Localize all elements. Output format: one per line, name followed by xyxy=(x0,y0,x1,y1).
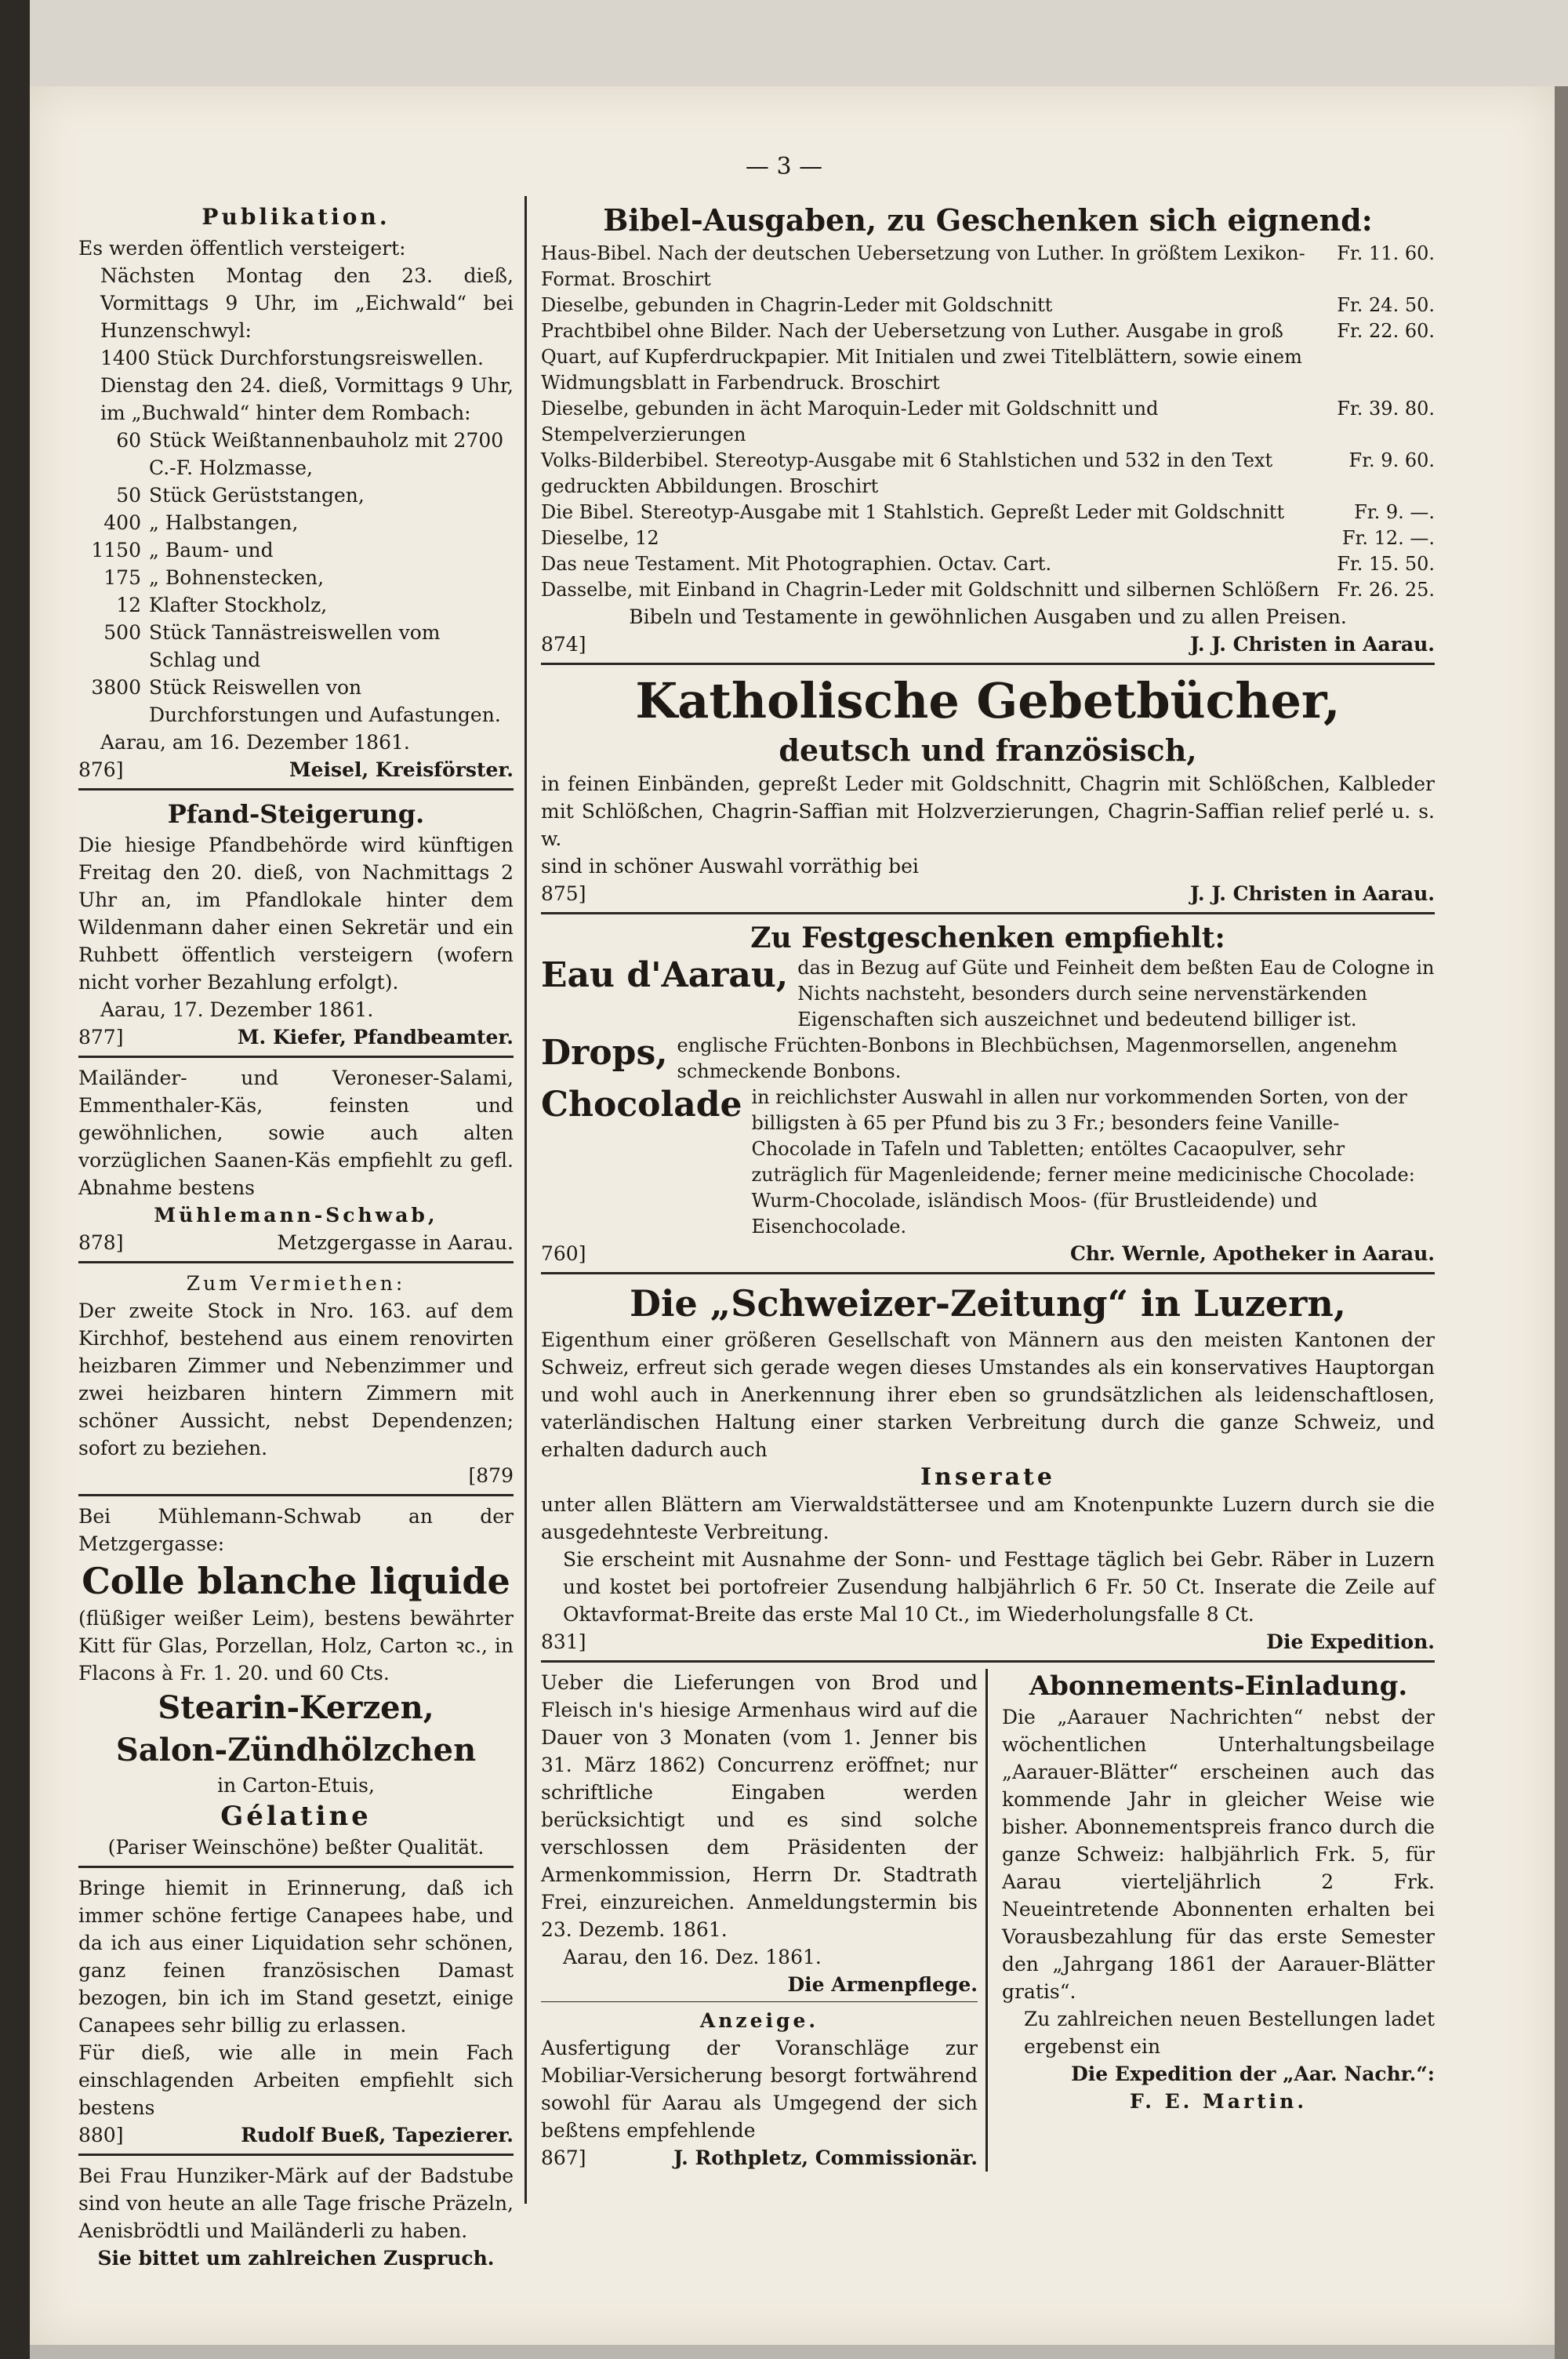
divider xyxy=(78,1261,514,1263)
ad-bibel xyxy=(541,200,1435,658)
drops-entry: Drops, englische Früchten-Bonbons in Blechbüchsen, Magenmorsellen, angenehm schmeckende Bonbons. xyxy=(541,1033,1398,1082)
salami-address-line: 878] Metzgergasse in Aarau. xyxy=(78,1231,514,1254)
left-column xyxy=(78,200,514,2270)
divider xyxy=(78,788,514,791)
bibel-row: Dieselbe, 12 Fr. 12. —. xyxy=(541,527,1435,549)
ad-hunziker xyxy=(78,2162,514,2272)
kath-text-2: sind in schöner Auswahl vorräthig bei xyxy=(541,855,919,878)
armen-sig: Die Armenpflege. xyxy=(787,1973,978,1996)
chocolade-entry: Chocolade in reichlichster Auswahl in allen nur vorkommenden Sorten, von der billigsten à 65 per Pfund bis zu 3 Fr.; besonders feine Vanille-Chocolade in Tafeln und Tabletten; entöltes Cacaopulver, sehr zuträglich für Magenleidende; ferner meine medicinische Chocolade: Wurm-Chocolade, isländisch Moos- (für Brustleidende) und Eisenchocolade. xyxy=(541,1085,1415,1238)
verm-no: [879 xyxy=(468,1464,514,1487)
divider xyxy=(541,912,1435,914)
canapee-text: Bringe hiemit in Erinnerung, daß ich immer schöne fertige Canapees habe, und da ich aus einer Liquidation sehr schönen, ganz feinen französischen Damast bezogen, bin ich im Stand gesetzt, einige Canapees sehr billig zu erlassen. xyxy=(78,1877,514,2037)
verm-text: Der zweite Stock in Nro. 163. auf dem Kirchhof, bestehend aus einem renovirten heizbaren Zimmer und Nebenzimmer und zwei heizbaren hintern Zimmern mit schöner Aussicht, nebst Dependenzen; sofort zu beziehen. xyxy=(78,1299,514,1459)
kath-signature-line: 875] J. J. Christen in Aarau. xyxy=(541,882,1435,905)
fest-title: Zu Festgeschenken empfiehlt: xyxy=(750,921,1225,954)
ad-canapee xyxy=(78,1874,514,2149)
bibel-row: Haus-Bibel. Nach der deutschen Uebersetzung von Luther. In größtem Lexikon-Format. Broschirt Fr. 11. 60. xyxy=(541,242,1435,290)
top-margin xyxy=(30,0,1568,86)
anz-title: Anzeige. xyxy=(699,2009,819,2032)
ad-festgeschenke xyxy=(541,921,1435,1267)
bottom-split xyxy=(541,1669,1435,2172)
ad-colle xyxy=(78,1503,514,1861)
ad-schweizer-zeitung xyxy=(541,1281,1435,1656)
pub-tuesday: Dienstag den 24. dieß, Vormittags 9 Uhr, im „Buchwald“ hinter dem Rombach: xyxy=(100,374,514,424)
colle-lead: Bei Mühlemann-Schwab an der Metzgergasse: xyxy=(78,1505,514,1555)
zeit-text-2: unter allen Blättern am Vierwaldstättersee und am Knotenpunkte Luzern durch sie die ausgedehnteste Verbreitung. xyxy=(541,1493,1435,1543)
bibel-title: Bibel-Ausgaben, zu Geschenken sich eignend: xyxy=(603,202,1373,238)
right-column xyxy=(541,200,1435,2251)
pub-signature-line: 876] Meisel, Kreisförster. xyxy=(78,758,514,781)
abo-text: Die „Aarauer Nachrichten“ nebst der wöchentlichen Unterhaltungsbeilage „Aarauer-Blätter“ erscheinen auch das kommende Jahr in gleicher Weise wie bisher. Abonnementspreis franco durch die ganze Schweiz: halbjährlich Frk. 5, für Aarau vierteljährlich 2 Frk. Neueintretende Abonnenten erhalten bei Vorausbezahlung für das erste Semester den „Jahrgang 1861 der Aarauer-Blätter gratis“. xyxy=(1002,1706,1435,2003)
left-book-margin xyxy=(0,0,30,2359)
pub-item: 175 „ Bohnenstecken, xyxy=(103,566,325,589)
kath-title: Katholische Gebetbücher, xyxy=(635,672,1341,729)
right-page-edge xyxy=(1555,86,1568,2359)
pfand-signature-line: 877] M. Kiefer, Pfandbeamter. xyxy=(78,1026,514,1049)
salami-text: Mailänder- und Veroneser-Salami, Emmenthaler-Käs, feinsten und gewöhnlichen, sowie auch alten vorzüglichen Saanen-Käs empfiehlt zu gefl. Abnahme bestens xyxy=(78,1067,514,1199)
ad-salami xyxy=(78,1064,514,1256)
pub-monday: Nächsten Montag den 23. dieß, Vormittags 9 Uhr, im „Eichwald“ bei Hunzenschwyl: xyxy=(100,264,514,342)
armen-date: Aarau, den 16. Dez. 1861. xyxy=(563,1946,822,1968)
choc-signature-line: 760] Chr. Wernle, Apotheker in Aarau. xyxy=(541,1242,1435,1265)
zeit-title: Die „Schweizer-Zeitung“ in Luzern, xyxy=(630,1282,1346,1325)
pub-date: Aarau, am 16. Dezember 1861. xyxy=(100,731,410,754)
bibel-row: Volks-Bilderbibel. Stereotyp-Ausgabe mit 6 Stahlstichen und 532 in den Text gedruckten Abbildungen. Broschirt Fr. 9. 60. xyxy=(541,449,1435,497)
divider xyxy=(541,2001,978,2002)
pub-item: 3800 Stück Reiswellen von Durchforstungen und Aufastungen. xyxy=(91,676,501,726)
zeit-text-3: Sie erscheint mit Ausnahme der Sonn- und Festtage täglich bei Gebr. Räber in Luzern und kostet bei portofreier Zusendung halbjährlich 6 Fr. 50 Ct. Inserate die Zeile auf Oktavformat-Breite das erste Mal 10 Ct., im Wiederholungsfalle 8 Ct. xyxy=(563,1548,1435,1626)
abo-sig-1: Die Expedition der „Aar. Nachr.“: xyxy=(1071,2063,1435,2085)
colle-text: (flüßiger weißer Leim), bestens bewährter Kitt für Glas, Porzellan, Holz, Carton ꝛc., in Flacons à Fr. 1. 20. und 60 Cts. xyxy=(78,1607,514,1685)
bibel-row: Dieselbe, gebunden in ächt Maroquin-Leder mit Goldschnitt und Stempelverzierungen Fr. 39. 80. xyxy=(541,398,1435,445)
bibel-signature-line: 874] J. J. Christen in Aarau. xyxy=(541,633,1435,656)
bottom-right-ads xyxy=(988,1669,1435,2172)
divider xyxy=(78,1494,514,1496)
carton-text: in Carton-Etuis, xyxy=(217,1774,375,1797)
gelatine-title: Gélatine xyxy=(220,1801,372,1832)
divider xyxy=(78,2154,514,2156)
divider xyxy=(541,1660,1435,1663)
hunz-text: Bei Frau Hunziker-Märk auf der Badstube sind von heute an alle Tage frische Präzeln, Aenisbrödtli und Mailänderli zu haben. xyxy=(78,2165,514,2242)
colle-title: Colle blanche liquide xyxy=(82,1560,510,1602)
salami-sig: Mühlemann-Schwab, xyxy=(154,1204,438,1227)
bibel-row: Das neue Testament. Mit Photographien. Octav. Cart. Fr. 15. 50. xyxy=(541,553,1435,575)
divider xyxy=(541,663,1435,665)
divider xyxy=(541,1272,1435,1274)
kath-text: in feinen Einbänden, gepreßt Leder mit Goldschnitt, Chagrin mit Schlößchen, Kalbleder mit Schlößchen, Chagrin-Saffian mit Holzverzierungen, Chagrin-Saffian relief perlé u. s. w. xyxy=(541,772,1435,850)
canapee-text-2: Für dieß, wie alle in mein Fach einschlagenden Arbeiten empfiehlt sich bestens xyxy=(78,2041,514,2119)
pub-item: 50 Stück Gerüststangen, xyxy=(116,484,365,507)
divider xyxy=(78,1056,514,1058)
bibel-row: Die Bibel. Stereotyp-Ausgabe mit 1 Stahlstich. Gepreßt Leder mit Goldschnitt Fr. 9. —. xyxy=(541,501,1435,523)
abo-title: Abonnements-Einladung. xyxy=(1029,1670,1408,1702)
verm-title: Zum Vermiethen: xyxy=(186,1272,406,1295)
bibel-note: Bibeln und Testamente in gewöhnlichen Ausgaben und zu allen Preisen. xyxy=(629,605,1347,628)
ad-publikation xyxy=(78,200,514,783)
pub-lead: Es werden öffentlich versteigert: xyxy=(78,237,406,260)
bibel-row: Prachtbibel ohne Bilder. Nach der Uebersetzung von Luther. Ausgabe in groß Quart, auf Kupferdruckpapier. Mit Initialen und zwei Titelblättern, sowie einem Widmungsblatt in Farbendruck. Broschirt Fr. 22. 60. xyxy=(541,320,1435,394)
pub-title: Publikation. xyxy=(201,204,390,230)
zeit-signature-line: 831] Die Expedition. xyxy=(541,1630,1435,1653)
pub-item: 60 Stück Weißtannenbauholz mit 2700 C.-F. Holzmasse, xyxy=(116,429,504,479)
pfand-title: Pfand-Steigerung. xyxy=(167,799,425,829)
ad-katholische xyxy=(541,671,1435,907)
zeit-text: Eigenthum einer größeren Gesellschaft von Männern aus den meisten Kantonen der Schweiz, erfreut sich gerade wegen dieses Umstandes als ein konservatives Hauptorgan und wohl auch in Anerkennung ihrer eben so grundsätzlichen als leidenschaftlosen, vaterländischen Haltung einer starken Verbreitung durch die ganze Schweiz, und erhalten dadurch auch xyxy=(541,1329,1435,1461)
kath-sub: deutsch und französisch, xyxy=(779,732,1197,768)
pub-item: 12 Klafter Stockholz, xyxy=(116,594,328,616)
divider xyxy=(78,1866,514,1868)
bibel-row: Dieselbe, gebunden in Chagrin-Leder mit Goldschnitt Fr. 24. 50. xyxy=(541,294,1435,316)
pariser-text: (Pariser Weinschöne) beßter Qualität. xyxy=(107,1836,485,1859)
ad-vermiethen xyxy=(78,1270,514,1489)
zeit-inserate: Inserate xyxy=(920,1463,1055,1491)
pub-item: 1150 „ Baum- und xyxy=(91,539,274,562)
anz-signature-line: 867] J. Rothpletz, Commissionär. xyxy=(541,2146,978,2169)
hunz-sig: Sie bittet um zahlreichen Zuspruch. xyxy=(97,2247,495,2270)
pfand-date: Aarau, 17. Dezember 1861. xyxy=(100,998,374,1021)
anz-text: Ausfertigung der Voranschläge zur Mobiliar-Versicherung besorgt fortwährend sowohl für Aarau als Umgegend der sich beßtens empfehlende xyxy=(541,2037,978,2142)
pfand-text: Die hiesige Pfandbehörde wird künftigen Freitag den 20. dieß, von Nachmittags 2 Uhr an, im Pfandlokale hinter dem Wildenmann daher einen Sekretär und ein Ruhbett öffentlich versteigern (wofern nicht vorher Bezahlung erfolgt). xyxy=(78,834,514,994)
bottom-left-ads xyxy=(541,1669,988,2172)
pub-monday-item: 1400 Stück Durchforstungsreiswellen. xyxy=(100,347,484,369)
page-number: — 3 — xyxy=(745,153,823,180)
salon-title: Salon-Zündhölzchen xyxy=(115,1732,477,1768)
ad-pfand xyxy=(78,797,514,1051)
abo-sig-2: F. E. Martin. xyxy=(1129,2090,1308,2113)
abo-text-2: Zu zahlreichen neuen Bestellungen ladet ergebenst ein xyxy=(1024,2008,1435,2058)
pub-item: 400 „ Halbstangen, xyxy=(103,511,299,534)
bibel-row: Dasselbe, mit Einband in Chagrin-Leder mit Goldschnitt und silbernen Schlößern Fr. 26. 25. xyxy=(541,579,1435,601)
column-rule xyxy=(524,196,527,2204)
armen-text: Ueber die Lieferungen von Brod und Fleisch in's hiesige Armenhaus wird auf die Dauer von 3 Monaten (vom 1. Jenner bis 31. März 1862) Concurrenz eröffnet; nur schriftliche Eingaben werden berücksichtigt und es sind solche verschlossen dem Präsidenten der Armenkommission, Herrn Dr. Stadtrath Frei, einzureichen. Anmeldungstermin bis 23. Dezemb. 1861. xyxy=(541,1671,978,1941)
canapee-signature-line: 880] Rudolf Bueß, Tapezierer. xyxy=(78,2124,514,2146)
stearin-title: Stearin-Kerzen, xyxy=(158,1689,434,1726)
eau-entry: Eau d'Aarau, das in Bezug auf Güte und Feinheit dem beßten Eau de Cologne in Nichts nachsteht, besonders durch seine nervenstärkenden Eigenschaften sich auszeichnet und bedeutend billiger ist. xyxy=(541,955,1435,1030)
pub-item: 500 Stück Tannästreiswellen vom Schlag und xyxy=(103,621,441,671)
